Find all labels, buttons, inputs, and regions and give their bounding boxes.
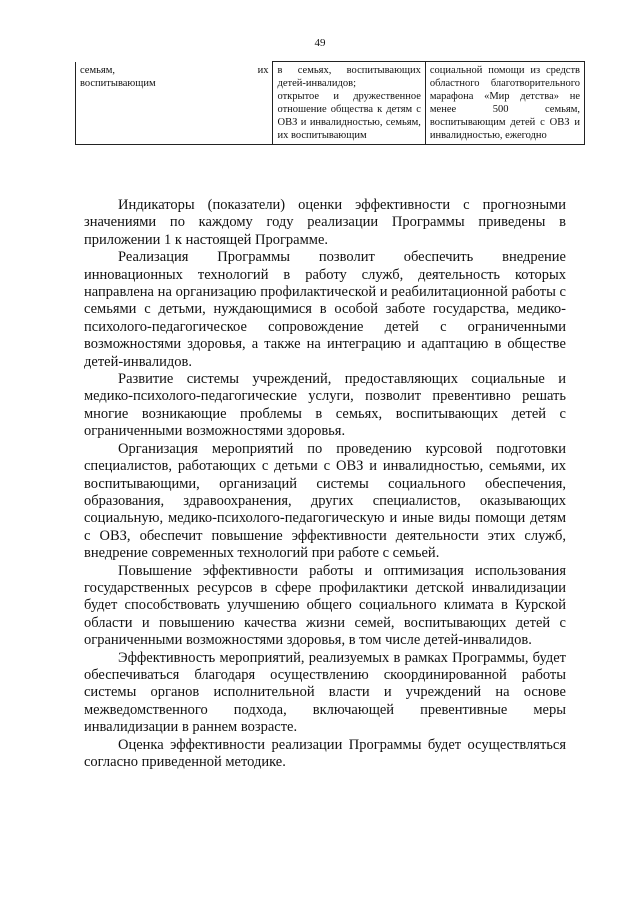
table-cell	[76, 62, 273, 145]
cell-text: семьям, их	[80, 64, 269, 76]
body-text	[84, 197, 566, 771]
page-number: 49	[314, 37, 326, 49]
cell-text: воспитывающим	[80, 77, 156, 89]
table-cell	[273, 62, 425, 145]
cell-text: в семьях, воспитывающих детей-инвалидов;	[277, 65, 421, 89]
continued-table	[75, 61, 585, 145]
cell-text: социальной помощи из средств областного благотворительного марафона «Мир детства» не менее 500 семьям, воспитывающим детей с ОВЗ и инвалидностью, ежегодно	[429, 65, 580, 141]
table-cell	[425, 62, 584, 145]
paragraph: Реализация Программы позволит обеспечить внедрение инновационных технологий в работу служб, деятельность которых направлена на организацию профилактической и реабилитационной работы с семьями с детьми, нуждающимися в особой заботе государства, медико-психолого-педагогическое сопровождение детей с ограниченными возможностями здоровья, а также на интеграцию и адаптацию в обществе детей-инвалидов.	[84, 249, 566, 370]
paragraph: Организация мероприятий по проведению курсовой подготовки специалистов, работающих с детьми с ОВЗ и инвалидностью, семьями, их воспитывающими, организаций системы социального обеспечения, образования, здравоохранения, других специалистов, оказывающих социальную, медико-психолого-педагогическую и иные виды помощи детям с ОВЗ, обеспечит повышение эффективности деятельности этих служб, внедрение современных технологий при работе с семьей.	[84, 440, 566, 562]
paragraph: Развитие системы учреждений, предоставляющих социальные и медико-психолого-педагогические услуги, позволит превентивно решать многие возникающие проблемы в семьях, воспитывающих детей с ограниченными возможностями здоровья.	[84, 371, 566, 440]
paragraph: Эффективность мероприятий, реализуемых в рамках Программы, будет обеспечиваться благодаря осуществлению скоординированной работы системы органов исполнительной власти и учреждений на основе межведомственного подхода, включающей превентивные меры инвалидизации в раннем возрасте.	[84, 649, 566, 736]
table-row	[76, 62, 585, 145]
paragraph: Повышение эффективности работы и оптимизация использования государственных ресурсов в сфере профилактики детской инвалидизации будет способствовать улучшению общего социального климата в Курской области и повышению качества жизни семей, воспитывающих детей с ограниченными возможностями здоровья, в том числе детей-инвалидов.	[84, 562, 566, 649]
cell-text: открытое и дружественное отношение общества к детям с ОВЗ и инвалидностью, семьям, их воспитывающим	[277, 91, 421, 141]
paragraph: Индикаторы (показатели) оценки эффективности с прогнозными значениями по каждому году реализации Программы приведены в приложении 1 к настоящей Программе.	[84, 197, 566, 248]
paragraph: Оценка эффективности реализации Программы будет осуществляться согласно приведенной методике.	[84, 736, 566, 770]
